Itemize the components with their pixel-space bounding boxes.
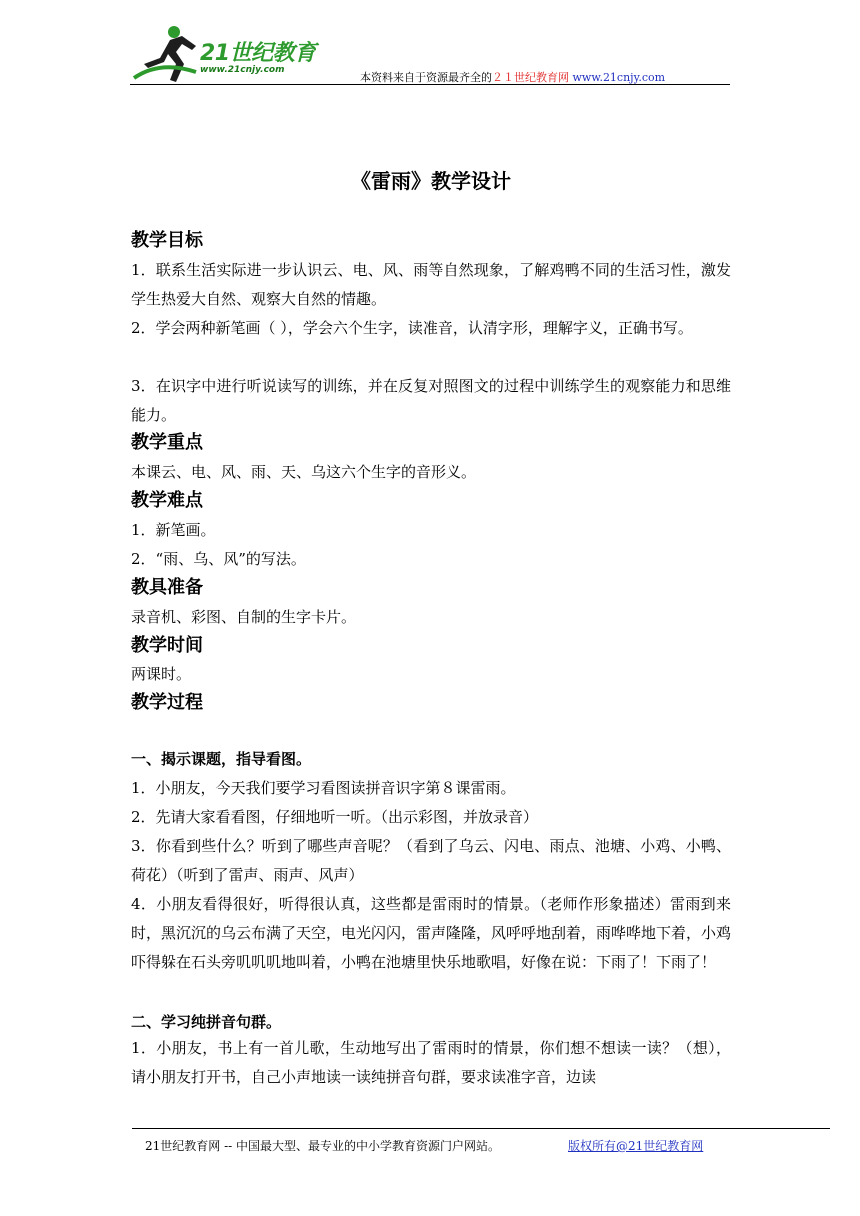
difficulty-heading: 教学难点 <box>131 490 203 511</box>
goal-item-1: 1．联系生活实际进一步认识云、电、风、雨等自然现象，了解鸡鸭不同的生活习性，激发学生热爱大自然、观察大自然的情趣。 <box>131 261 731 308</box>
part1-heading: 一、揭示课题，指导看图。 <box>131 750 312 768</box>
part1-item-2: 2．先请大家看看图，仔细地听一听。（出示彩图，并放录音） <box>131 808 539 826</box>
header-note <box>360 69 665 85</box>
part2-heading: 二、学习纯拼音句群。 <box>131 1013 282 1031</box>
difficulty-item-2: 2．“雨、乌、风”的写法。 <box>131 550 306 568</box>
time-text: 两课时。 <box>131 665 192 683</box>
key-heading: 教学重点 <box>131 432 203 453</box>
logo-url: www.21cnjy.com <box>200 65 285 75</box>
part1-item-4: 4．小朋友看得很好，听得很认真，这些都是雷雨时的情景。（老师作形象描述）雷雨到来时，黑沉沉的乌云布满了天空，电光闪闪，雷声隆隆，风呼呼地刮着，雨哗哗地下着，小鸡吓得躲在石头旁叽叽叽地叫着，小鸭在池塘里快乐地歌唱，好像在说：下雨了！下雨了！ <box>131 895 732 971</box>
footer-divider <box>132 1128 830 1129</box>
tools-heading: 教具准备 <box>131 577 203 598</box>
header-note-site[interactable]: ２１世纪教育网 <box>492 71 569 84</box>
document-title: 《雷雨》教学设计 <box>351 169 511 193</box>
part2-item-1: 1．小朋友，书上有一首儿歌，生动地写出了雷雨时的情景，你们想不想读一读？（想），请小朋友打开书，自己小声地读一读纯拼音句群，要求读准字音，边读 <box>131 1039 731 1086</box>
part1-item-3: 3．你看到些什么？听到了哪些声音呢？（看到了乌云、闪电、雨点、池塘、小鸡、小鸭、荷花）（听到了雷声、雨声、风声） <box>131 837 731 884</box>
runner-logo-icon <box>130 20 200 86</box>
tools-text: 录音机、彩图、自制的生字卡片。 <box>131 608 357 626</box>
header-note-url[interactable]: www.21cnjy.com <box>572 71 666 84</box>
site-logo[interactable] <box>130 20 340 86</box>
goal-item-3: 3．在识字中进行听说读写的训练，并在反复对照图文的过程中训练学生的观察能力和思维能力。 <box>131 377 731 424</box>
goals-heading: 教学目标 <box>131 230 203 251</box>
time-heading: 教学时间 <box>131 635 203 656</box>
key-text: 本课云、电、风、雨、天、乌这六个生字的音形义。 <box>131 463 477 481</box>
part1-item-1: 1．小朋友，今天我们要学习看图读拼音识字第８课雷雨。 <box>131 779 516 797</box>
footer-text: 21世纪教育网 -- 中国最大型、最专业的中小学教育资源门户网站。 <box>145 1139 501 1153</box>
difficulty-item-1: 1．新笔画。 <box>131 521 216 539</box>
header-divider <box>130 84 730 85</box>
header-note-prefix: 本资料来自于资源最齐全的 <box>360 71 492 84</box>
goal-item-2: 2．学会两种新笔画（ ），学会六个生字，读准音，认清字形，理解字义，正确书写。 <box>131 319 693 337</box>
process-heading: 教学过程 <box>131 692 203 713</box>
page-header <box>130 20 730 86</box>
footer-copyright-link[interactable]: 版权所有@21世纪教育网 <box>568 1139 704 1153</box>
logo-text: 21世纪教育 <box>200 41 316 66</box>
